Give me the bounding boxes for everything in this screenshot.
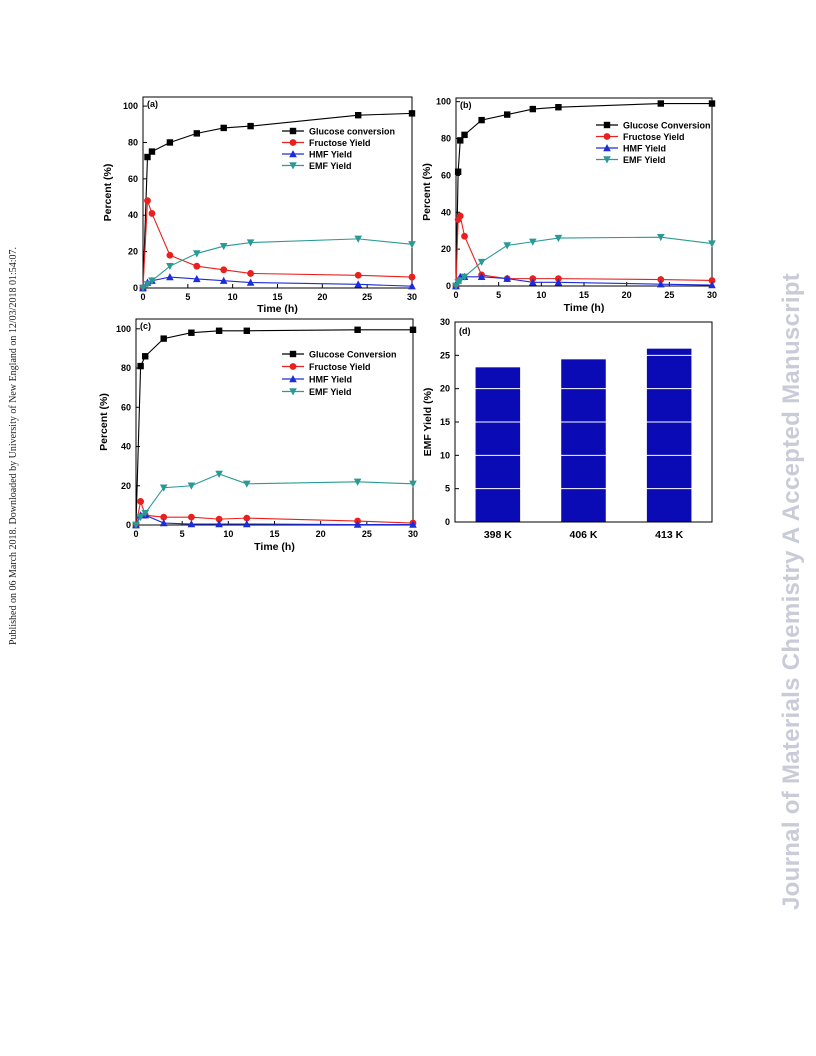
data-point (709, 100, 715, 106)
legend-marker (604, 122, 610, 128)
data-point (504, 111, 510, 117)
legend-label: EMF Yield (623, 155, 666, 165)
y-tick-label: 40 (440, 207, 451, 218)
x-axis-label: Time (h) (257, 303, 298, 315)
x-tick-label: 0 (140, 292, 146, 302)
legend-entry (282, 387, 352, 397)
x-tick-label: 15 (269, 529, 280, 539)
x-tick-label: 0 (133, 529, 139, 539)
legend-entry (282, 127, 395, 137)
bar (647, 349, 692, 522)
series-hmf (452, 273, 716, 289)
x-tick-label: 398 K (483, 529, 512, 541)
data-point (455, 169, 461, 175)
data-point (167, 252, 174, 259)
data-point (144, 154, 150, 160)
data-point (457, 213, 464, 220)
x-tick-label: 25 (362, 292, 373, 302)
data-point (188, 514, 195, 521)
legend-label: EMF Yield (309, 387, 352, 397)
y-tick-label: 15 (439, 417, 450, 427)
series-line (456, 216, 712, 286)
bar (561, 359, 606, 522)
line-chart-0 (102, 97, 417, 315)
legend-marker (604, 133, 611, 140)
y-tick-label: 100 (435, 96, 451, 107)
y-tick-label: 40 (120, 441, 131, 452)
legend-entry (596, 132, 685, 142)
series-line (143, 201, 412, 288)
series-hmf (132, 511, 417, 528)
data-point (530, 106, 536, 112)
legend-label: HMF Yield (623, 143, 667, 154)
data-point (244, 328, 250, 334)
y-tick-label: 10 (439, 450, 450, 461)
x-tick-label: 0 (453, 290, 459, 300)
data-point (409, 110, 415, 116)
panel-label: (d) (459, 326, 471, 336)
data-point (144, 197, 151, 204)
legend-marker (290, 139, 297, 146)
x-tick-label: 30 (406, 292, 418, 302)
x-tick-label: 20 (317, 292, 328, 302)
series-fructose (140, 197, 416, 291)
data-point (457, 137, 463, 143)
y-axis-label: Percent (%) (102, 163, 114, 222)
series-emf (452, 234, 716, 290)
data-point (149, 148, 155, 154)
data-point (220, 266, 227, 273)
x-tick-label: 20 (621, 290, 632, 300)
series-emf (132, 471, 417, 529)
legend-entry (282, 375, 352, 385)
data-point (161, 335, 167, 341)
legend-label: Fructose Yield (309, 138, 371, 148)
y-tick-label: 5 (444, 483, 450, 494)
line-chart-2 (98, 319, 418, 553)
data-point (409, 274, 416, 281)
data-point (658, 100, 664, 106)
x-tick-label: 5 (496, 290, 502, 300)
legend-label: EMF Yield (309, 161, 352, 171)
data-point (166, 263, 174, 270)
x-tick-label: 10 (536, 290, 547, 300)
series-line (143, 239, 412, 288)
panel-label: (c) (140, 321, 151, 331)
data-point (216, 328, 222, 334)
journal-watermark: Journal of Materials Chemistry A Accepted Manuscript (778, 272, 805, 910)
data-point (354, 327, 360, 333)
y-tick-label: 20 (439, 383, 450, 394)
data-point (478, 117, 484, 123)
y-tick-label: 25 (439, 350, 450, 361)
panel-label: (b) (460, 100, 472, 110)
legend-marker (290, 128, 296, 134)
y-tick-label: 0 (132, 283, 138, 293)
y-tick-label: 40 (127, 210, 138, 221)
legend-label: Glucose Conversion (623, 120, 711, 131)
x-tick-label: 5 (185, 292, 191, 302)
y-tick-label: 100 (115, 323, 131, 334)
y-tick-label: 0 (444, 517, 450, 527)
data-point (461, 233, 468, 240)
legend-entry (282, 161, 352, 171)
legend-marker (290, 351, 296, 357)
legend-label: Fructose Yield (309, 362, 371, 372)
data-point (193, 250, 201, 257)
legend-label: HMF Yield (309, 149, 353, 160)
x-axis-label: Time (h) (254, 541, 295, 553)
data-point (355, 272, 362, 279)
bar-chart-3 (422, 317, 712, 541)
y-tick-label: 30 (439, 317, 450, 327)
legend-label: Fructose Yield (623, 132, 685, 142)
y-tick-label: 60 (127, 173, 138, 184)
legend-entry (282, 150, 352, 160)
data-point (194, 130, 200, 136)
legend-label: Glucose Conversion (309, 349, 397, 360)
y-axis-label: Percent (%) (98, 393, 110, 451)
y-tick-label: 100 (122, 101, 138, 112)
data-point (167, 139, 173, 145)
y-tick-label: 20 (440, 244, 451, 255)
series-line (143, 113, 412, 288)
x-tick-label: 25 (664, 290, 675, 300)
data-point (247, 123, 253, 129)
data-point (555, 104, 561, 110)
series-glucose (140, 110, 415, 291)
x-tick-label: 20 (315, 529, 326, 539)
legend-entry (282, 362, 371, 372)
y-tick-label: 20 (120, 480, 131, 491)
series-line (456, 104, 712, 286)
y-tick-label: 0 (445, 281, 451, 291)
data-point (188, 330, 194, 336)
bar (476, 367, 521, 522)
legend-label: HMF Yield (309, 374, 353, 385)
data-point (137, 498, 144, 505)
y-tick-label: 60 (120, 402, 131, 413)
publication-note: Published on 06 March 2018. Downloaded by University of New England on 12/03/2018 01:54:07. (8, 246, 19, 645)
y-tick-label: 0 (125, 520, 131, 530)
x-tick-label: 413 K (655, 529, 684, 541)
y-axis-label: Percent (%) (421, 163, 433, 221)
data-point (247, 270, 254, 277)
data-point (355, 112, 361, 118)
legend-label: Glucose conversion (309, 126, 396, 137)
panel-label: (a) (147, 99, 158, 109)
x-tick-label: 10 (223, 529, 234, 539)
legend-entry (282, 138, 371, 148)
data-point (408, 241, 416, 248)
line-chart-1 (421, 97, 717, 314)
legend-marker (290, 363, 297, 370)
y-axis-label: EMF Yield (%) (422, 387, 434, 457)
legend-entry (596, 121, 711, 131)
x-tick-label: 15 (578, 290, 590, 300)
y-tick-label: 20 (127, 246, 138, 257)
data-point (708, 240, 716, 247)
data-point (137, 363, 143, 369)
data-point (461, 132, 467, 138)
data-point (410, 327, 416, 333)
y-tick-label: 60 (440, 170, 451, 181)
x-tick-label: 30 (407, 529, 419, 539)
y-tick-label: 80 (127, 137, 138, 148)
y-tick-label: 80 (120, 363, 131, 374)
data-point (193, 263, 200, 270)
x-tick-label: 15 (272, 292, 283, 302)
x-axis-label: Time (h) (563, 302, 605, 314)
legend-entry (596, 144, 666, 154)
data-point (166, 273, 174, 280)
data-point (221, 125, 227, 131)
x-tick-label: 25 (361, 529, 372, 539)
legend-entry (282, 350, 397, 360)
x-tick-label: 10 (227, 292, 238, 302)
x-tick-label: 5 (179, 529, 185, 539)
y-tick-label: 80 (440, 133, 451, 144)
legend-entry (596, 155, 666, 165)
series-emf (139, 236, 416, 292)
data-point (503, 242, 511, 249)
data-point (142, 353, 148, 359)
data-point (149, 210, 156, 217)
x-tick-label: 30 (706, 290, 718, 300)
x-tick-label: 406 K (569, 529, 598, 541)
